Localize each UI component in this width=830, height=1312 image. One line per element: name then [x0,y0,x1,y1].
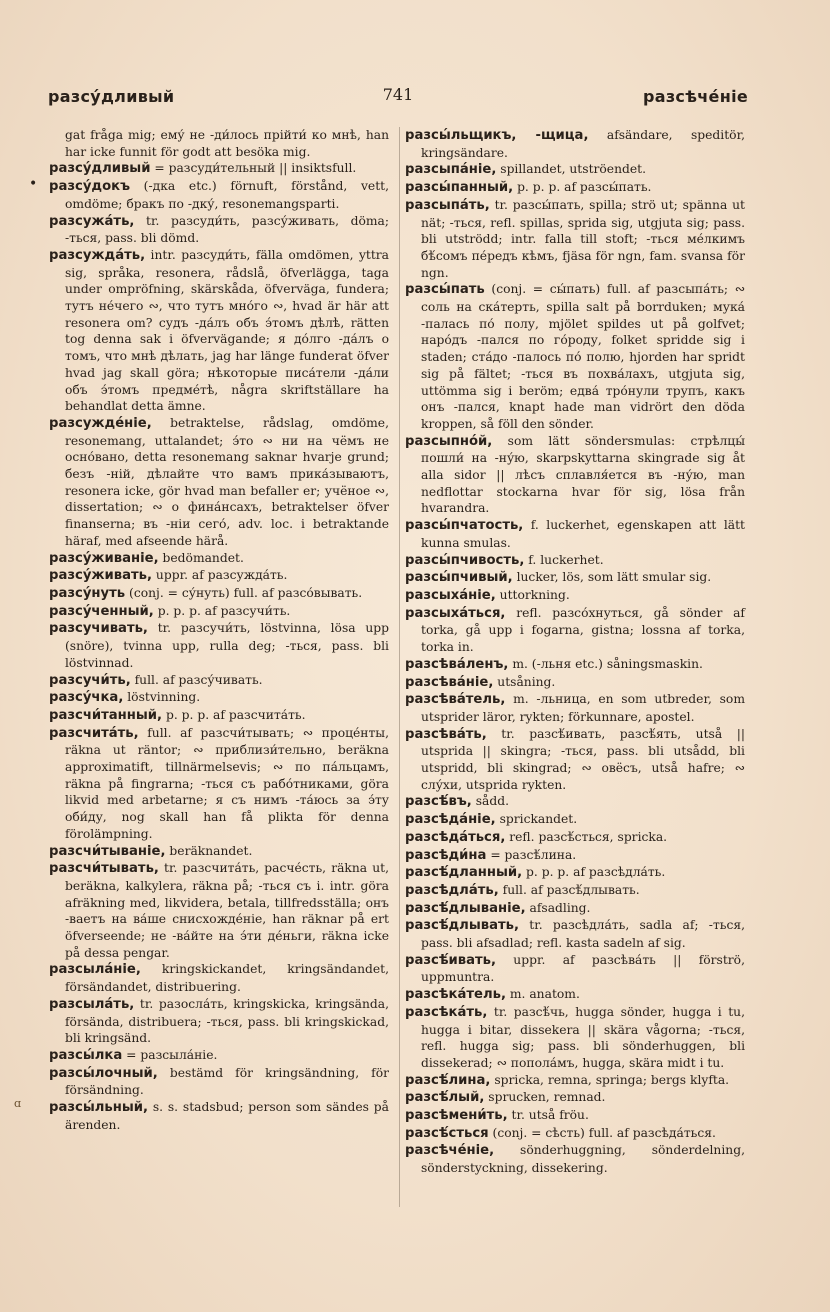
entry-definition: f. luckerhet, egenskapen att lätt kunna smulas. [421,518,745,550]
dictionary-entry [49,603,389,621]
entry-headword: разсу́дливый [49,161,151,177]
dictionary-entry [405,1004,745,1072]
entry-headword: разсучи́ть, [49,672,131,688]
entry-definition: uppr. af разсужда́ть. [152,568,288,583]
entry-headword: разсѣка́ть, [405,1004,488,1020]
entry-definition: betraktelse, rådslag, omdöme, resonemang, uttalandet; э́то ∾ ни на чёмъ не осно́вано, detta resonemang saknar hvarje grund; безъ -ній, дѣлайте что вамъ прика́зываютъ, resonera icke, gör hvad man befaller er; учёное ∾, dissertation; ∾ о фина́нсахъ, betraktelser öfver finanserna; въ -ніи сего́, adv. loc. i betraktande häraf, med afseende härå. [65,415,389,548]
dictionary-entry [405,986,745,1004]
entry-definition: uttorkning. [495,587,570,602]
entry-definition: intr. разсуди́ть, fälla omdömen, yttra sig, språka, resonera, rådslå, öfverlägga, taga under ompröfning, skärskåda, öfverväga, fundera; тутъ не́чего ∾, что тутъ мно́го ∾, hvad är här att resonera om? судъ -да́лъ объ э́томъ дѣлѣ, rätten tog denna sak i öfvervägande; я до́лго -да́лъ о томъ, что мнѣ дѣлать, jag har länge funderat öfver hvad jag skall göra; нѣкоторые писа́тели -да́ли объ э́томъ предме́тѣ, några skriftställare ha behandlat detta ämne. [65,247,389,414]
entry-headword: разсѣда́ться, [405,829,506,845]
entry-headword: разсчи́тывать, [49,861,159,877]
entry-definition: bestämd för kringsändning, för försändning. [65,1065,389,1098]
dictionary-entry [49,620,389,671]
entry-definition: sådd. [471,794,509,809]
dictionary-entry [405,674,745,692]
entry-headword: разсужде́ніе, [49,415,152,431]
page-number: 741 [382,85,414,104]
entry-headword: разсѣва́ніе, [405,674,494,690]
entry-definition: s. s. stadsbud; person som sändes på ärenden. [65,1100,389,1132]
dictionary-entry [49,585,389,603]
dictionary-entry [405,161,745,179]
entry-definition: = разсыла́ніе. [122,1047,218,1062]
dictionary-entry [405,197,745,282]
dictionary-entry [405,1107,745,1125]
page-header [48,87,748,111]
entry-definition: uppr. af разсѣва́ть || förströ, uppmuntra. [421,952,745,985]
entry-headword: разсыла́ніе, [49,962,141,978]
entry-definition: afsändare, speditör, kringsändare. [421,128,746,160]
entry-definition: p. p. p. af разсчита́ть. [162,707,306,722]
dictionary-entry [405,1089,745,1107]
dictionary-entry [49,996,389,1047]
entry-headword: разсѣ́длывать, [405,918,519,934]
column-divider [399,127,400,1207]
right-column [405,127,745,1177]
entry-headword: разсыла́ть, [49,996,135,1012]
entry-headword: разсѣ́лый, [405,1090,485,1106]
entry-definition: afsadling. [525,900,591,915]
entry-definition: löstvinning. [123,690,201,705]
entry-headword: разсужа́ть, [49,213,135,229]
entry-definition: sprucken, remnad. [484,1090,606,1105]
entry-headword: разсѣ́ивать, [405,952,496,968]
entry-headword: разсу́живаніе, [49,550,159,566]
dictionary-entry [49,247,389,415]
dictionary-entry [49,415,389,550]
entry-headword: разсу́живать, [49,568,153,584]
entry-definition: lucker, lös, som lätt smular sig. [512,570,712,585]
left-column [49,127,389,1133]
entry-headword: разсчи́тываніе, [49,843,166,859]
entry-definition: tr. разсчита́ть, расче́сть, räkna ut, beräkna, kalkylera, räkna på; -ться съ i. intr. göra afräkning med, likvidera, betala, tillfredsställa; онъ -ваетъ на ва́ше снисхожде́ніе, han räknar på ert öfverseende; не -ва́йте на э́ти де́ньги, räkna icke på dessa pengar. [65,861,389,960]
entry-definition: kringskickandet, kringsändandet, försändandet, distribuering. [65,962,389,995]
entry-headword: разсы́лка [49,1047,123,1063]
entry-definition: tr. utså fröu. [507,1108,589,1123]
dictionary-entry [49,550,389,568]
entry-headword: разсу́докъ [49,179,130,195]
dictionary-entry [49,178,389,212]
dictionary-entry [405,587,745,605]
dictionary-entry [405,1125,745,1143]
dictionary-entry [405,517,745,551]
entry-headword: разсѣва́ть, [405,726,487,742]
entry-definition: refl. разсо́хнуться, gå sönder af torka, gå upp i fogarna, gistna; lossna af torka, torka in. [421,605,745,655]
entry-definition: m. anatom. [505,987,580,1002]
dictionary-entry [405,793,745,811]
entry-headword: разсыпа́ніе, [405,162,497,178]
dictionary-entry [49,961,389,995]
entry-headword: разсѣва́тель, [405,692,506,708]
entry-headword: разсу́чка, [49,690,124,706]
entry-headword: разсы́льный, [49,1100,149,1116]
entry-definition: tr. разсѣ́чь, hugga sönder, hugga i tu, hugga i bitar, dissekera || skära vågorna; -ться, refl. hugga sig; pass. bli sönderhuggen, bli dissekerad; ∾ попола́мъ, hugga, skära midt i tu. [421,1004,745,1070]
entry-headword: разсы́льщикъ, -щица, [405,128,589,143]
entry-definition: m. -льница, en som utbreder, som utsprider läror, rykten; förkunnare, apostel. [421,692,745,724]
entry-definition: (-дка etc.) förnuft, förstånd, vett, omdöme; бракъ по -дку́, resonemangsparti. [65,179,389,211]
entry-headword: разсѣка́тель, [405,987,506,1003]
entry-definition: p. p. p. af разсѣдла́ть. [522,865,666,880]
entry-headword: разсѣ́длываніе, [405,900,526,916]
entry-headword: разсу́ченный, [49,603,154,619]
dictionary-entry [49,1065,389,1099]
entry-headword: разсы́панный, [405,180,514,196]
dictionary-entry [49,707,389,725]
bullet-mark: • [29,176,38,192]
entry-headword: разсѣва́ленъ, [405,656,509,672]
entry-headword: разсыха́ніе, [405,587,496,603]
dictionary-entry [405,811,745,829]
entry-definition: som lätt söndersmulas: стрѣлцы́ пошли́ на -ну́ю, skarpskyttarna skingrade sig åt alla sidor || лѣсъ сплавля́ется въ -ну́ю, man nedflottar stockarna hvar för sig, lösa från hvarandra. [421,433,745,516]
dictionary-entry [405,900,745,918]
dictionary-entry [49,689,389,707]
entry-definition: utsåning. [493,674,556,689]
dictionary-entry [405,882,745,900]
dictionary-entry [405,847,745,865]
dictionary-entry [49,127,389,160]
entry-definition: tr. разсѣ́ивать, разсѣ́ять, utså || utsprida || skingra; -ться, pass. bli utsådd, bli utspridd, bli skingrad; ∾ овёсъ, utså hafre; ∾ слу́хи, utsprida rykten. [421,726,745,792]
dictionary-entry [405,917,745,951]
dictionary-entry [405,433,745,518]
entry-definition: spricka, remna, springa; bergs klyfta. [490,1072,730,1087]
entry-headword: разсучивать, [49,621,148,637]
entry-definition: spillandet, utströendet. [496,162,646,177]
entry-definition: = разсуди́тельный || insiktsfull. [150,161,357,176]
dictionary-entry [405,656,745,674]
dictionary-entry [49,860,389,961]
entry-definition: full. af разсчи́тывать; ∾ проце́нты, räkna ut räntor; ∾ приблизи́тельно, beräkna approximatift, tillnärmelsevis; ∾ по па́льцамъ, räkna på fingrarna; -ться съ рабо́тниками, göra likvid med arbetarne; я съ нимъ -та́юсь за э́ту оби́ду, nog skall han få plikta för denna förolämpning. [65,725,389,841]
entry-headword: разсыпа́ть, [405,197,490,213]
entry-definition: p. p. p. af разсы́пать. [513,180,652,195]
dictionary-entry [49,213,389,247]
dictionary-entry [405,552,745,570]
entry-headword: разсыха́ться, [405,605,506,621]
entry-definition: bedömandet. [158,550,244,565]
dictionary-entry [405,691,745,725]
entry-definition: sprickandet. [495,812,578,827]
dictionary-entry [49,725,389,843]
dictionary-entry [405,1142,745,1176]
header-right-guide-word: разсѣче́ніе [642,87,748,106]
entry-headword: разсѣда́ніе, [405,812,496,828]
entry-headword: разсѣче́ніе, [405,1143,495,1159]
dictionary-entry [405,1072,745,1090]
entry-headword: разсѣ́сться [405,1125,489,1141]
entry-headword: разсѣдла́ть, [405,882,499,898]
dictionary-entry [405,569,745,587]
header-left-guide-word: разсу́дливый [48,87,175,106]
entry-definition: m. (-льня etc.) såningsmaskin. [508,656,703,671]
dictionary-entry [405,127,745,161]
entry-definition: sönderhuggning, sönderdelning, sönderstyckning, dissekering. [421,1143,745,1176]
entry-headword: разсы́пчивый, [405,570,513,586]
entry-definition: refl. разсѣ́сться, spricka. [505,829,668,844]
entry-headword: разсѣ́дланный, [405,865,523,881]
entry-headword: разсу́нуть [49,585,126,601]
dictionary-entry [405,864,745,882]
entry-headword: разсы́пчивость, [405,552,525,568]
dictionary-entry [49,843,389,861]
entry-definition: beräknandet. [165,843,253,858]
entry-headword: разсчита́ть, [49,725,139,741]
entry-definition: (conj. = сѣсть) full. af разсѣда́ться. [488,1125,716,1140]
entry-definition: (conj. = су́нуть) full. af разсо́вывать. [125,585,363,600]
dictionary-entry [49,672,389,690]
entry-definition: = разсѣ́лина. [486,847,577,862]
entry-definition: tr. разсѣдла́ть, sadla af; -ться, pass. bli afsadlad; refl. kasta sadeln af sig. [421,918,745,951]
entry-headword: разсѣди́на [405,847,487,863]
entry-headword: разсужда́ть, [49,247,146,263]
dictionary-entry [49,567,389,585]
entry-headword: разсѣ́въ, [405,794,472,810]
entry-headword: разсы́пать [405,282,485,298]
entry-definition: (conj. = сы́пать) full. af разсыпа́ть; ∾ соль на ска́терть, spilla salt på borrduken; мука́ -палась по́ полу, mjölet spildes ut på golfvet; наро́дъ -пался по го́роду, folket spridde sig i staden; ста́до -палось по́ полю, hjorden har spridt sig på fältet; -ться въ похва́лахъ, utgjuta sig, uttömma sig i beröm; едва́ тро́нули трупъ, какъ онъ -пался, knapt hade man vidrört den döda kroppen, så föll den sönder. [421,282,745,431]
entry-headword: разсыпно́й, [405,433,493,449]
entry-definition: full. af разсу́чивать. [130,672,263,687]
entry-headword: разсѣмени́ть, [405,1108,508,1124]
dictionary-entry [405,726,745,794]
entry-headword: разсы́пчатость, [405,518,524,534]
entry-definition: p. p. p. af разсучи́ть. [153,603,291,618]
entry-headword: разсѣ́лина, [405,1072,491,1088]
dictionary-entry [49,160,389,178]
entry-definition: tr. разсучи́ть, löstvinna, lösa upp (snöre), tvinna upp, rulla deg; -ться, pass. bli löstvinnad. [65,621,389,670]
dictionary-entry [405,952,745,986]
entry-definition: tr. разосла́ть, kringskicka, kringsända, försända, distribuera; -ться, pass. bli kringskickad, bli kringsänd. [65,996,389,1046]
dictionary-entry [405,179,745,197]
entry-definition: gat fråga mig; ему́ не -ди́лось прійти́ ко мнѣ, han har icke funnit för godt att besöka mig. [65,128,389,159]
dictionary-entry [405,829,745,847]
dictionary-entry [49,1099,389,1133]
entry-definition: f. luckerhet. [524,552,604,567]
entry-headword: разсы́лочный, [49,1065,158,1081]
dictionary-entry [49,1047,389,1065]
entry-definition: tr. разсы́пать, spilla; strö ut; spänna ut nät; -ться, refl. spillas, sprida sig, utgjuta sig; pass. bli utströdd; intr. falla till stoft; -ться ме́лкимъ бѣ́сомъ пе́редъ кѣмъ, fjäsa för ngn, fam. svansa för ngn. [421,197,745,280]
entry-definition: tr. разсуди́ть, разсу́живать, döma; -ться, pass. bli dömd. [65,213,389,246]
entry-headword: разсчи́танный, [49,707,163,723]
margin-mark: ɑ [14,1097,22,1110]
dictionary-entry [405,281,745,432]
dictionary-entry [405,605,745,656]
entry-definition: full. af разсѣ́длывать. [498,882,640,897]
